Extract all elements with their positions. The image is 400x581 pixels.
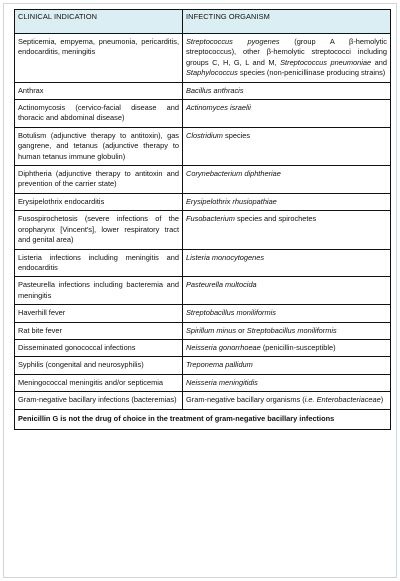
clinical-indication-cell: Listeria infections including meningitis and endocarditis <box>15 249 183 277</box>
organism-text: and <box>371 57 387 67</box>
organism-name: Neisseria gonorrhoeae <box>186 342 261 352</box>
table-row <box>15 211 391 249</box>
infecting-organism-cell <box>183 374 391 391</box>
table-row <box>15 322 391 339</box>
table-row <box>15 193 391 210</box>
infecting-organism-cell <box>183 166 391 194</box>
table-row <box>15 374 391 391</box>
clinical-indication-cell: Haverhill fever <box>15 305 183 322</box>
clinical-indication-cell: Actinomycosis (cervico-facial disease and thoracic and abdominal disease) <box>15 100 183 128</box>
organism-text: (group A β-hemolytic streptococcus), other β-hemolytic streptococci including groups C, H, G, L and M, <box>186 37 387 67</box>
clinical-indication-cell: Syphilis (congenital and neurosyphilis) <box>15 357 183 374</box>
organism-name: Staphylococcus <box>186 68 238 78</box>
organism-name: Clostridium <box>186 130 223 140</box>
infecting-organism-cell <box>183 193 391 210</box>
header-clinical-indication: CLINICAL INDICATION <box>15 10 183 34</box>
infecting-organism-cell <box>183 82 391 99</box>
clinical-indication-cell: Meningococcal meningitis and/or septicemia <box>15 374 183 391</box>
table-row <box>15 392 391 409</box>
table-row <box>15 277 391 305</box>
table-header-row <box>15 10 391 34</box>
organism-name: Actinomyces israelii <box>186 103 251 113</box>
table-row <box>15 249 391 277</box>
clinical-indication-cell: Botulism (adjunctive therapy to antitoxin), gas gangrene, and tetanus (adjunctive therapy to human tetanus immune globulin) <box>15 127 183 165</box>
organism-text: species (non-penicillinase producing strains) <box>237 68 386 78</box>
infecting-organism-cell <box>183 34 391 83</box>
table-row <box>15 166 391 194</box>
clinical-indication-cell: Disseminated gonococcal infections <box>15 339 183 356</box>
table-body <box>15 34 391 410</box>
header-infecting-organism: INFECTING ORGANISM <box>183 10 391 34</box>
organism-name: Listeria monocytogenes <box>186 252 265 262</box>
infecting-organism-cell <box>183 357 391 374</box>
clinical-indication-cell: Diphtheria (adjunctive therapy to antitoxin and prevention of the carrier state) <box>15 166 183 194</box>
organism-name: Corynebacterium diphtheriae <box>186 169 281 179</box>
organism-name: Fusobacterium <box>186 214 235 224</box>
infecting-organism-cell <box>183 339 391 356</box>
clinical-indication-cell: Gram-negative bacillary infections (bacteremias) <box>15 392 183 409</box>
table-row <box>15 357 391 374</box>
organism-name: Pasteurella multocida <box>186 280 257 290</box>
organism-name: Bacillus anthracis <box>186 85 244 95</box>
organism-name: Streptococcus pneumoniae <box>280 57 372 67</box>
organism-text: species <box>222 130 251 140</box>
infecting-organism-cell <box>183 211 391 249</box>
organism-name: Neisseria meningitidis <box>186 377 258 387</box>
organism-text: ) <box>380 395 384 405</box>
clinical-indication-cell: Erysipelothrix endocarditis <box>15 193 183 210</box>
organism-text: Gram-negative bacillary organisms ( <box>186 395 305 405</box>
footnote-text: Penicillin G is not the drug of choice in the treatment of gram-negative bacillary infections <box>15 409 391 429</box>
infecting-organism-cell <box>183 249 391 277</box>
organism-name: Treponema pallidum <box>186 360 253 370</box>
organism-text: species and spirochetes <box>234 214 317 224</box>
infecting-organism-cell <box>183 322 391 339</box>
infecting-organism-cell <box>183 277 391 305</box>
organism-text: (penicillin-susceptible) <box>260 342 336 352</box>
organism-name: Streptococcus pyogenes <box>186 37 280 46</box>
table-row <box>15 339 391 356</box>
footnote-row <box>15 409 391 429</box>
clinical-indication-cell: Rat bite fever <box>15 322 183 339</box>
table-row <box>15 305 391 322</box>
indications-table <box>14 9 391 430</box>
organism-text: or <box>236 325 247 335</box>
table-row <box>15 127 391 165</box>
infecting-organism-cell <box>183 305 391 322</box>
infecting-organism-cell <box>183 392 391 409</box>
document-page <box>3 3 397 578</box>
organism-name: Streptobacillus moniliformis <box>246 325 337 335</box>
infecting-organism-cell <box>183 127 391 165</box>
table-row <box>15 34 391 83</box>
organism-name: Erysipelothrix rhusiopathiae <box>186 196 277 206</box>
organism-name: Spirillum minus <box>186 325 237 335</box>
clinical-indication-cell: Septicemia, empyema, pneumonia, pericarditis, endocarditis, meningitis <box>15 34 183 83</box>
table-row <box>15 82 391 99</box>
organism-name: i.e. <box>304 395 315 405</box>
organism-name: Streptobacillus moniliformis <box>186 308 276 318</box>
clinical-indication-cell: Pasteurella infections including bacteremia and meningitis <box>15 277 183 305</box>
clinical-indication-cell: Fusospirochetosis (severe infections of the oropharynx [Vincent's], lower respiratory tract and genital area) <box>15 211 183 249</box>
table-row <box>15 100 391 128</box>
organism-name: Enterobacteriaceae <box>316 395 381 405</box>
infecting-organism-cell <box>183 100 391 128</box>
clinical-indication-cell: Anthrax <box>15 82 183 99</box>
